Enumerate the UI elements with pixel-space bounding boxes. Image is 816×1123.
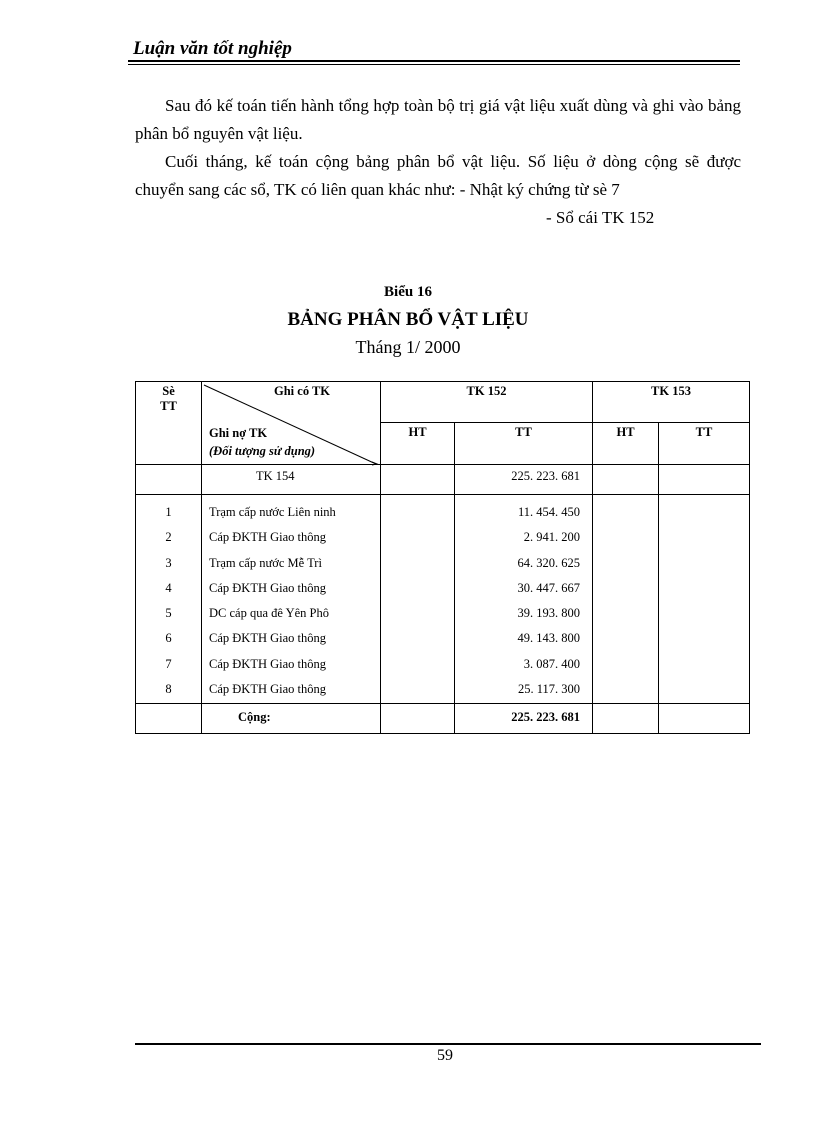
- page-number: 59: [437, 1047, 453, 1064]
- row-value: 25. 117. 300: [517, 682, 580, 697]
- total-tk153-ht: [593, 704, 659, 734]
- list-tk153-ht-column: [593, 495, 659, 704]
- paragraph-2: [135, 148, 741, 204]
- paragraph-2-continuation: - Sổ cái TK 152: [546, 208, 655, 227]
- row-value: 30. 447. 667: [517, 580, 580, 595]
- header-stt: [136, 382, 202, 465]
- total-ht: [381, 704, 455, 734]
- list-name-column: [202, 495, 381, 704]
- header-diagonal-cell: [202, 382, 381, 465]
- list-tk153-tt-column: [659, 495, 750, 704]
- allocation-table: [135, 381, 750, 734]
- header-rule: [128, 60, 740, 62]
- header-tk153-tt: TT: [659, 423, 750, 465]
- credit-account-label: Ghi có TK: [274, 384, 331, 398]
- header-tk152-tt: TT: [455, 423, 593, 465]
- row-stt: 2: [165, 530, 172, 545]
- row-value: 11. 454. 450: [517, 505, 580, 519]
- tk154-ht: [381, 465, 455, 495]
- header-stt-line2: TT: [160, 399, 177, 413]
- header-tk153: TK 153: [593, 382, 750, 423]
- row-stt: 8: [165, 682, 172, 697]
- table-title: BẢNG PHÂN BỔ VẬT LIỆU: [287, 309, 529, 330]
- row-stt: 3: [165, 555, 172, 570]
- row-value: 64. 320. 625: [517, 555, 580, 570]
- tk154-tk153-ht: [593, 465, 659, 495]
- tk154-stt: [136, 465, 202, 495]
- total-value: 225. 223. 681: [455, 704, 593, 734]
- list-stt-column: [136, 495, 202, 704]
- row-name: Cáp ĐKTH Giao thông: [209, 682, 326, 697]
- row-stt: 1: [165, 505, 172, 519]
- row-value: 3. 087. 400: [523, 656, 580, 671]
- header-rule-thin: [128, 64, 740, 65]
- paragraph-1: [135, 92, 741, 148]
- row-stt: 4: [165, 580, 172, 595]
- total-label: Cộng:: [202, 704, 381, 734]
- list-ht-column: [381, 495, 455, 704]
- row-name: Trạm cấp nước Liên ninh: [209, 505, 336, 519]
- header-tk152: TK 152: [381, 382, 593, 423]
- debit-account-label: Ghi nợ TK: [209, 426, 268, 440]
- row-value: 2. 941. 200: [523, 530, 580, 545]
- tk154-value: 225. 223. 681: [455, 465, 593, 495]
- footer-rule: [135, 1043, 761, 1045]
- header-tk152-ht: HT: [381, 423, 455, 465]
- running-header-title: Luận văn tốt nghiệp: [133, 38, 292, 59]
- header-stt-line1: Sè: [162, 384, 175, 398]
- paragraph-1-text: Sau đó kế toán tiến hành tổng hợp toàn bộ trị giá vật liệu xuất dùng và ghi vào bảng phân bổ nguyên vật liệu.: [135, 96, 741, 143]
- tk154-tk153-tt: [659, 465, 750, 495]
- row-stt: 5: [165, 606, 172, 621]
- debit-account-sublabel: (Đối tượng sử dụng): [209, 444, 316, 458]
- row-value: 39. 193. 800: [517, 606, 580, 621]
- table-period: Tháng 1/ 2000: [355, 337, 461, 357]
- header-tk153-ht: HT: [593, 423, 659, 465]
- row-name: Cáp ĐKTH Giao thông: [209, 631, 326, 646]
- list-value-column: [455, 495, 593, 704]
- total-stt: [136, 704, 202, 734]
- row-name: Trạm cấp nước Mễ Trì: [209, 555, 322, 570]
- row-name: Cáp ĐKTH Giao thông: [209, 530, 326, 545]
- tk154-label: TK 154: [202, 465, 381, 495]
- row-name: DC cáp qua đê Yên Phô: [209, 606, 329, 621]
- row-name: Cáp ĐKTH Giao thông: [209, 580, 326, 595]
- paragraph-2-text: Cuối tháng, kế toán cộng bảng phân bổ vật liệu. Số liệu ở dòng cộng sẽ được chuyển sang các sổ, TK có liên quan khác như: - Nhật ký chứng từ sè 7: [135, 152, 741, 199]
- row-stt: 6: [165, 631, 172, 646]
- row-value: 49. 143. 800: [517, 631, 580, 646]
- figure-label: Biểu 16: [384, 284, 432, 300]
- row-name: Cáp ĐKTH Giao thông: [209, 656, 326, 671]
- total-tk153-tt: [659, 704, 750, 734]
- row-stt: 7: [165, 656, 172, 671]
